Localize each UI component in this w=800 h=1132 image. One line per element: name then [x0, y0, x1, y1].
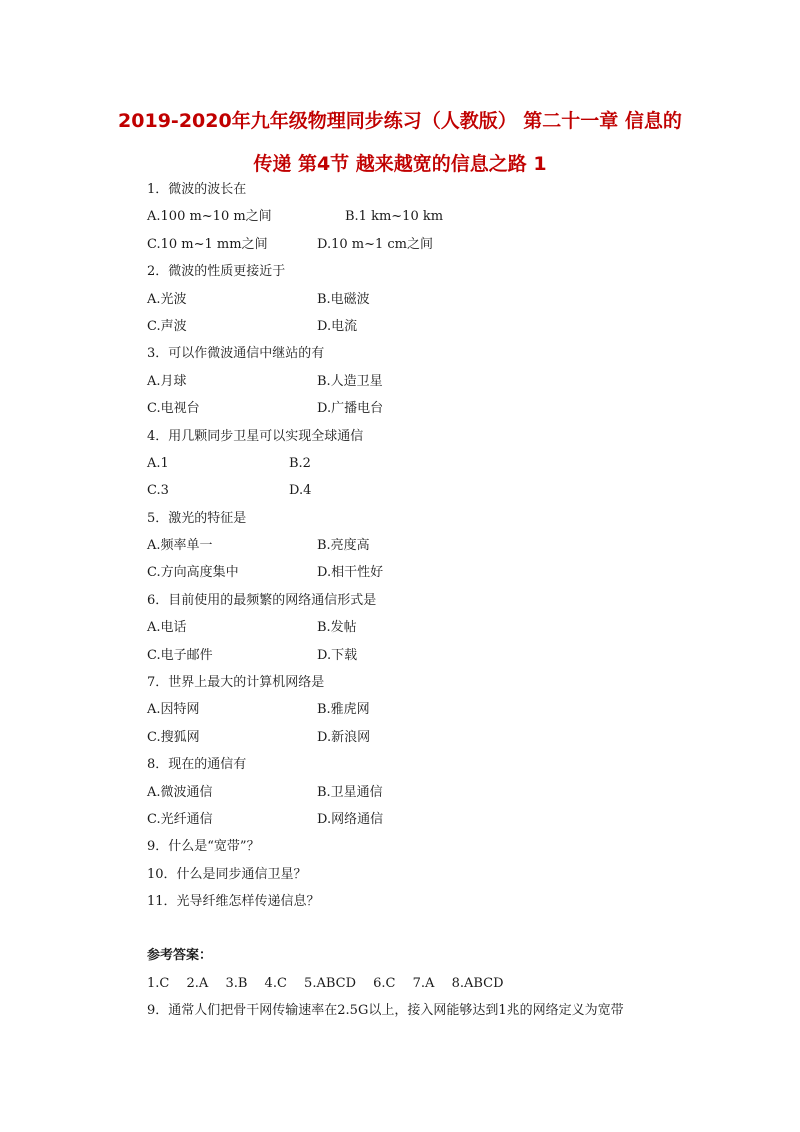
- question-3: 3．可以作微波通信中继站的有: [147, 346, 325, 362]
- option-d: D.相干性好: [317, 565, 384, 581]
- option-c: C.电子邮件: [147, 647, 213, 663]
- question-9: 9．什么是“宽带”？: [147, 839, 260, 855]
- question-5-options-ab: [147, 535, 707, 562]
- option-d: D.新浪网: [317, 729, 371, 745]
- question-11: 11．光导纤维怎样传递信息？: [147, 894, 320, 910]
- answer-6: 6.C: [373, 975, 396, 991]
- option-d: D.网络通信: [317, 811, 384, 827]
- question-3-options-cd: [147, 398, 707, 425]
- option-d: D.4: [289, 483, 312, 499]
- option-a: A.电话: [147, 620, 187, 636]
- answers-heading: 参考答案：: [147, 947, 213, 963]
- question-4-options-ab: [147, 453, 707, 480]
- option-b: B.卫星通信: [317, 784, 383, 800]
- question-7-options-ab: [147, 699, 707, 726]
- question-7: 7．世界上最大的计算机网络是: [147, 675, 325, 691]
- question-7-options-cd: [147, 727, 707, 754]
- question-2: 2．微波的性质更接近于: [147, 264, 286, 280]
- question-4: 4．用几颗同步卫星可以实现全球通信: [147, 428, 364, 444]
- option-c: C.10 m~1 mm之间: [147, 236, 268, 252]
- answer-3: 3.B: [225, 975, 248, 991]
- option-c: C.方向高度集中: [147, 565, 239, 581]
- question-2-options-ab: [147, 289, 707, 316]
- option-c: C.光纤通信: [147, 811, 213, 827]
- option-b: B.人造卫星: [317, 373, 383, 389]
- answer-key: [147, 973, 707, 1000]
- question-1-options-ab: [147, 206, 707, 233]
- question-4-options-cd: [147, 480, 707, 507]
- answer-5: 5.ABCD: [304, 975, 357, 991]
- question-5-options-cd: [147, 562, 707, 589]
- question-1: 1．微波的波长在: [147, 182, 247, 197]
- question-8-options-cd: [147, 809, 707, 836]
- answer-8: 8.ABCD: [451, 975, 504, 991]
- option-b: B.亮度高: [317, 538, 370, 554]
- option-a: A.因特网: [147, 702, 200, 718]
- question-10: 10．什么是同步通信卫星？: [147, 866, 307, 882]
- option-b: B.电磁波: [317, 291, 370, 307]
- document-title-line-1: 2019-2020年九年级物理同步练习（人教版） 第二十一章 信息的: [118, 110, 682, 132]
- question-6-options-cd: [147, 645, 707, 672]
- question-list: [147, 179, 707, 1027]
- option-b: B.1 km~10 km: [345, 209, 444, 225]
- option-c: C.搜狐网: [147, 729, 200, 745]
- answer-2: 2.A: [186, 975, 209, 991]
- option-a: A.1: [147, 455, 169, 471]
- option-a: A.微波通信: [147, 784, 213, 800]
- question-8: 8．现在的通信有: [147, 757, 247, 773]
- option-a: A.月球: [147, 373, 187, 389]
- answer-7: 7.A: [412, 975, 435, 991]
- option-b: B.2: [289, 455, 311, 471]
- option-d: D.电流: [317, 318, 358, 334]
- question-1-options-cd: [147, 234, 707, 261]
- question-8-options-ab: [147, 782, 707, 809]
- option-c: C.3: [147, 483, 169, 499]
- option-b: B.发帖: [317, 620, 357, 636]
- option-a: A.频率单一: [147, 538, 213, 554]
- answer-4: 4.C: [264, 975, 287, 991]
- question-6: 6．目前使用的最频繁的网络通信形式是: [147, 592, 377, 608]
- option-a: A.100 m~10 m之间: [147, 209, 272, 225]
- question-3-options-ab: [147, 371, 707, 398]
- option-c: C.电视台: [147, 401, 200, 417]
- option-d: D.广播电台: [317, 401, 384, 417]
- option-d: D.下载: [317, 647, 358, 663]
- option-a: A.光波: [147, 291, 187, 307]
- question-6-options-ab: [147, 617, 707, 644]
- option-c: C.声波: [147, 318, 187, 334]
- question-5: 5．激光的特征是: [147, 510, 247, 526]
- document-title-line-2: 传递 第4节 越来越宽的信息之路 1: [253, 153, 547, 175]
- answer-9: 9．通常人们把骨干网传输速率在2.5G以上，接入网能够达到1兆的网络定义为宽带: [147, 1002, 624, 1018]
- answer-1: 1.C: [147, 975, 170, 991]
- question-2-options-cd: [147, 316, 707, 343]
- option-b: B.雅虎网: [317, 702, 370, 718]
- option-d: D.10 m~1 cm之间: [317, 236, 433, 252]
